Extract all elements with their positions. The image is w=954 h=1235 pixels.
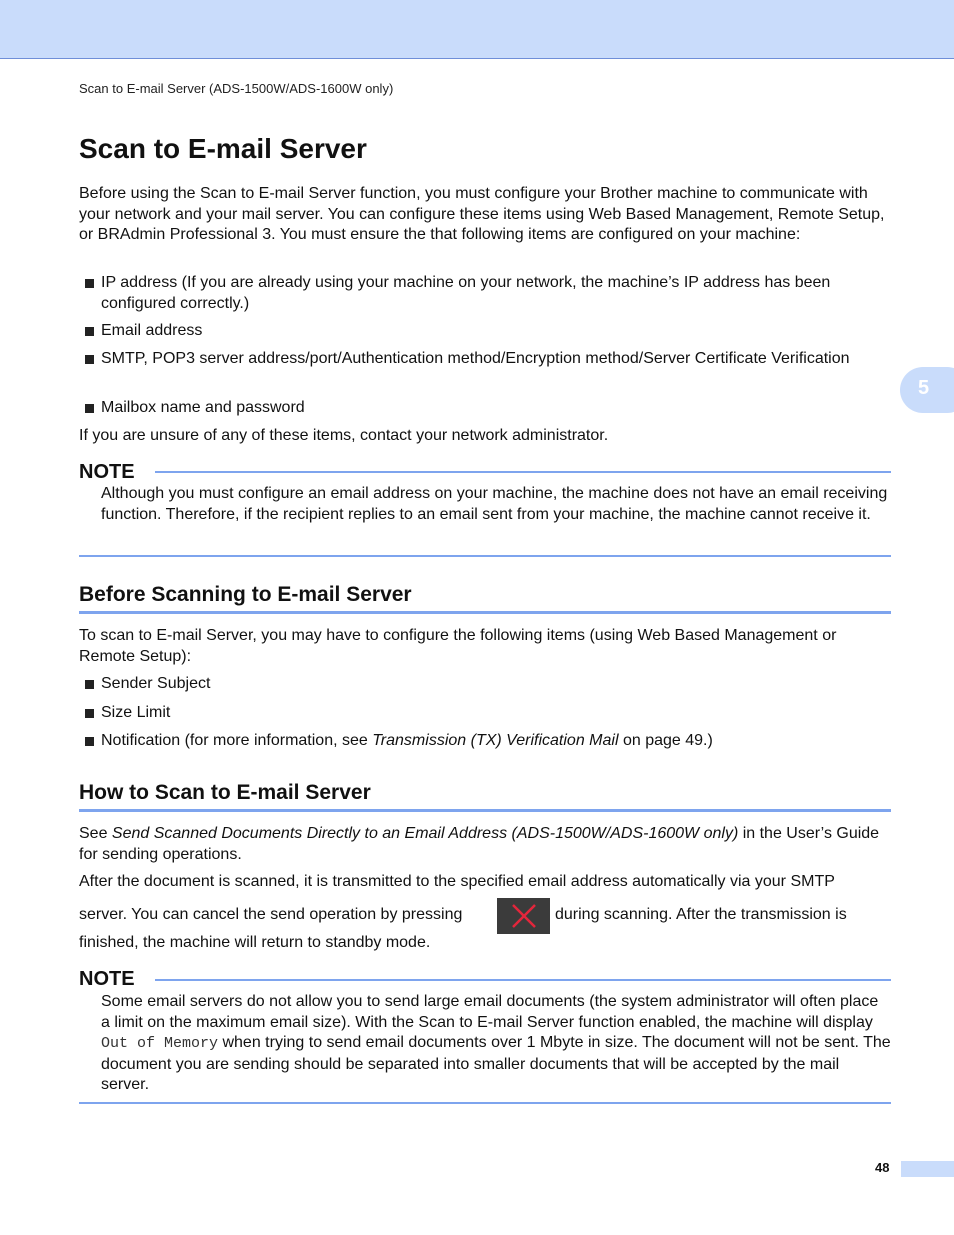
chapter-tab [900, 367, 954, 413]
chapter-number: 5 [918, 377, 930, 399]
unsure-paragraph: If you are unsure of any of these items, contact your network administrator. [79, 427, 609, 444]
bullet-square-icon [85, 279, 94, 288]
list-item [85, 349, 885, 370]
bullet-square-icon [85, 737, 94, 746]
page-title: Scan to E-mail Server [79, 133, 367, 164]
out-of-memory-message: Out of Memory [101, 1035, 219, 1052]
list-item-text [101, 732, 713, 749]
note-text [101, 992, 891, 1096]
note-rule [155, 979, 891, 981]
section-heading-how: How to Scan to E-mail Server [79, 781, 371, 804]
note-label: NOTE [79, 461, 135, 483]
top-band [0, 0, 954, 59]
see-prefix: See [79, 825, 112, 842]
after-line-3: finished, the machine will return to standby mode. [79, 934, 431, 951]
list-item-text: SMTP, POP3 server address/port/Authentication method/Encryption method/Server Certificate Verification [101, 350, 850, 367]
footer-bar [901, 1161, 954, 1177]
list-item-text: Sender Subject [101, 675, 211, 692]
after-line-1: After the document is scanned, it is transmitted to the specified email address automatically via your SMTP [79, 873, 835, 890]
note-end-rule [79, 1102, 891, 1104]
note-text: Although you must configure an email address on your machine, the machine does not have an email receiving function. Therefore, if the recipient replies to an email sent from your machine, the machine cannot receive it. [101, 485, 888, 523]
list-item [85, 703, 885, 724]
list-item [85, 398, 885, 419]
list-item [85, 273, 885, 314]
section-rule [79, 611, 891, 614]
notification-link[interactable]: Transmission (TX) Verification Mail [372, 732, 619, 749]
list-item [85, 674, 885, 695]
note-rule [155, 471, 891, 473]
section-heading-before: Before Scanning to E-mail Server [79, 583, 412, 606]
note-label: NOTE [79, 968, 135, 990]
running-header: Scan to E-mail Server (ADS-1500W/ADS-1600W only) [79, 81, 394, 96]
after-line-2a: server. You can cancel the send operation by pressing [79, 906, 463, 923]
bullet-square-icon [85, 680, 94, 689]
page-number: 48 [875, 1160, 890, 1175]
notification-prefix: Notification (for more information, see [101, 732, 373, 749]
section-rule [79, 809, 891, 812]
intro-paragraph: Before using the Scan to E-mail Server function, you must configure your Brother machine to communicate with your network and your mail server. You can configure these items using Web Based Management, Remote Setup, or BRAdmin Professional 3. You must ensure the that following items are configured on your machine: [79, 185, 885, 243]
see-suffix: in the User’s Guide for sending operations. [79, 825, 880, 863]
note-end-rule [79, 555, 891, 557]
list-item [85, 731, 885, 752]
before-intro: To scan to E-mail Server, you may have to configure the following items (using Web Based Management or Remote Setup): [79, 627, 837, 665]
bullet-square-icon [85, 404, 94, 413]
note-text-b: when trying to send email documents over 1 Mbyte in size. The document will not be sent. The document you are sending should be separated into smaller documents that will be accepted by the mail server. [101, 1034, 891, 1093]
list-item-text: Email address [101, 322, 203, 339]
after-line-2b: during scanning. After the transmission is [555, 906, 847, 923]
bullet-square-icon [85, 327, 94, 336]
list-item-text: IP address (If you are already using your machine on your network, the machine’s IP address has been configured correctly.) [101, 274, 831, 312]
list-item-text: Size Limit [101, 704, 171, 721]
stop-button[interactable] [497, 898, 550, 934]
see-paragraph [79, 824, 891, 865]
note-text-a: Some email servers do not allow you to send large email documents (the system administrator will often place a limit on the maximum email size). With the Scan to E-mail Server function enabled, the machine will display [101, 993, 879, 1031]
bullet-square-icon [85, 355, 94, 364]
list-item-text: Mailbox name and password [101, 399, 305, 416]
list-item [85, 321, 885, 342]
notification-suffix: on page 49.) [618, 732, 713, 749]
see-link[interactable]: Send Scanned Documents Directly to an Email Address (ADS-1500W/ADS-1600W only) [111, 825, 739, 842]
close-x-icon [510, 902, 538, 930]
bullet-square-icon [85, 709, 94, 718]
